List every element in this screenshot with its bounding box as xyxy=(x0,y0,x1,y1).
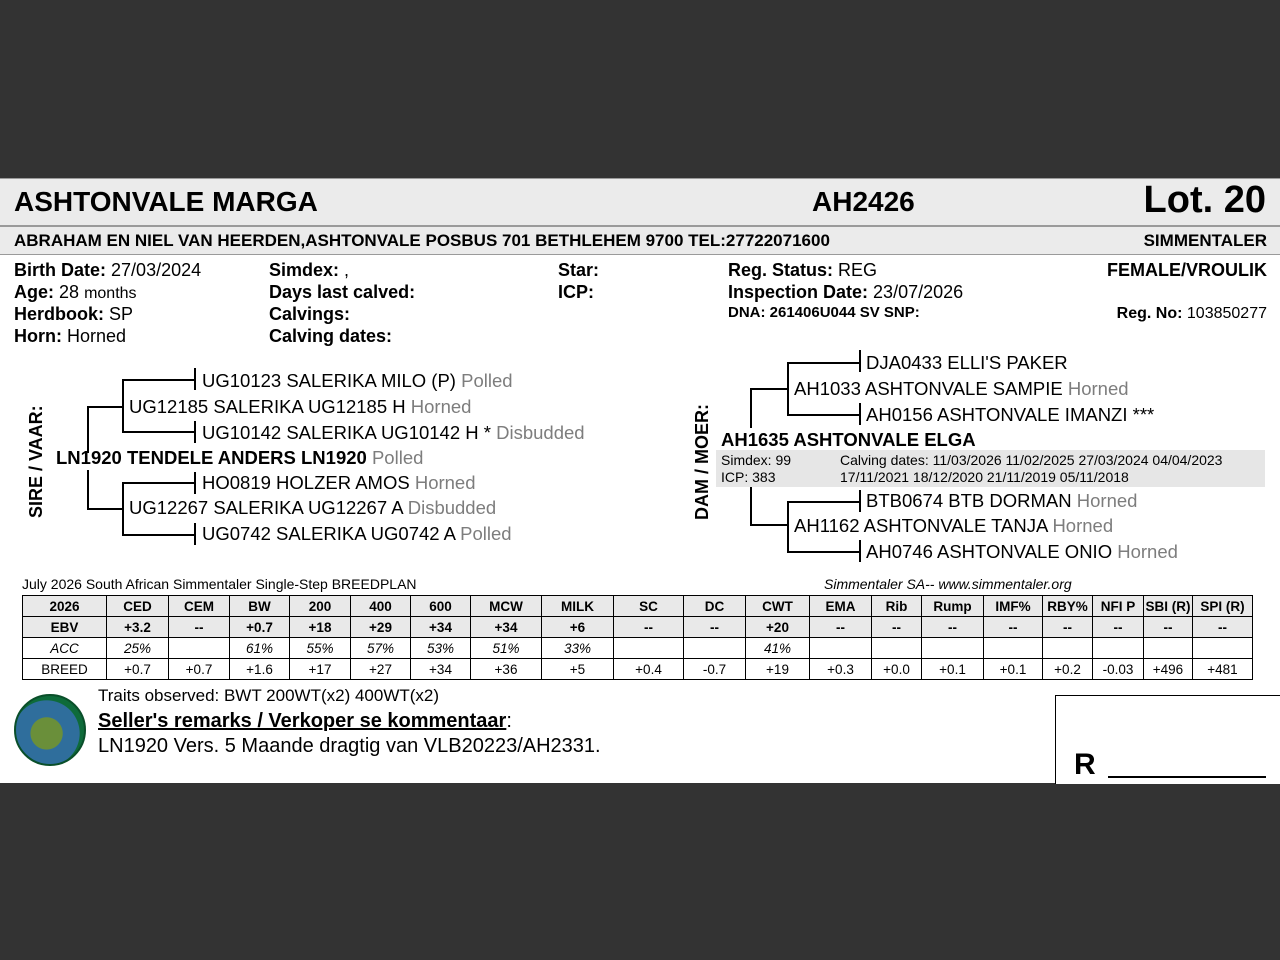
sire-side-label: SIRE / VAAR: xyxy=(26,405,46,518)
breedplan-cell: +34 xyxy=(471,617,542,638)
breedplan-col-header: NFI P xyxy=(1093,596,1144,617)
pedigree-line xyxy=(194,523,196,545)
breedplan-col-header: 600 xyxy=(411,596,471,617)
breedplan-col-header: SC xyxy=(614,596,684,617)
breedplan-cell: +34 xyxy=(411,659,471,680)
owner-line: ABRAHAM EN NIEL VAN HEERDEN,ASHTONVALE POSBUS 701 BETHLEHEM 9700 TEL:27722071600 xyxy=(14,231,830,250)
breedplan-col-header: CEM xyxy=(169,596,230,617)
dam-calving-dates: Calving dates: 11/03/2026 11/02/2025 27/03/2024 04/04/2023 xyxy=(840,452,1223,468)
breedplan-col-header: MCW xyxy=(471,596,542,617)
breedplan-cell: +18 xyxy=(290,617,351,638)
pedigree-line xyxy=(87,508,122,510)
reg-status: Reg. Status: REG xyxy=(728,260,878,280)
breedplan-cell: -- xyxy=(169,617,230,638)
breedplan-cell xyxy=(169,638,230,659)
breedplan-cell: 33% xyxy=(542,638,614,659)
pedigree-line xyxy=(787,551,859,553)
pedigree-line xyxy=(750,524,787,526)
breedplan-title: July 2026 South African Simmentaler Single-Step BREEDPLAN xyxy=(22,576,417,592)
breedplan-cell: -- xyxy=(1043,617,1093,638)
pedigree-line xyxy=(787,501,859,503)
dam-sire-sire: DJA0433 ELLI'S PAKER xyxy=(866,352,1068,373)
lot-card xyxy=(0,178,1280,783)
breedplan-cell xyxy=(684,638,746,659)
breedplan-cell: +0.0 xyxy=(872,659,922,680)
breedplan-cell: +481 xyxy=(1193,659,1253,680)
breed-name: SIMMENTALER xyxy=(1143,231,1267,250)
breedplan-cell: +0.3 xyxy=(810,659,872,680)
breedplan-cell: +34 xyxy=(411,617,471,638)
breedplan-source: Simmentaler SA-- www.simmentaler.org xyxy=(824,576,1072,592)
reg-no: Reg. No: 103850277 xyxy=(1116,305,1267,322)
breedplan-cell xyxy=(1193,638,1253,659)
breedplan-cell: -- xyxy=(614,617,684,638)
sire-dam: UG12267 SALERIKA UG12267 A Disbudded xyxy=(129,497,497,518)
breedplan-cell: 53% xyxy=(411,638,471,659)
breedplan-acc-row xyxy=(23,638,1253,659)
breedplan-cell xyxy=(1043,638,1093,659)
simmentaler-logo xyxy=(14,694,86,766)
remarks-text: LN1920 Vers. 5 Maande dragtig van VLB20223/AH2331. xyxy=(98,735,601,757)
breedplan-cell: +0.7 xyxy=(169,659,230,680)
pedigree-line xyxy=(787,414,859,416)
breedplan-col-header: RBY% xyxy=(1043,596,1093,617)
pedigree-line xyxy=(122,406,124,431)
breedplan-cell: +496 xyxy=(1144,659,1193,680)
breedplan-cell: +6 xyxy=(542,617,614,638)
pedigree-line xyxy=(122,534,194,536)
breedplan-cell: -- xyxy=(810,617,872,638)
icp: ICP: xyxy=(558,282,594,302)
inspection-date: Inspection Date: 23/07/2026 xyxy=(728,282,964,302)
breedplan-cell xyxy=(810,638,872,659)
breedplan-cell: +0.1 xyxy=(984,659,1043,680)
breedplan-cell xyxy=(1093,638,1144,659)
breedplan-cell: 25% xyxy=(107,638,169,659)
horn: Horn: Horned xyxy=(14,326,127,346)
breedplan-col-header: 2026 xyxy=(23,596,107,617)
breedplan-col-header: CWT xyxy=(746,596,810,617)
sex: FEMALE/VROULIK xyxy=(1107,260,1267,280)
breedplan-col-header: SBI (R) xyxy=(1144,596,1193,617)
breedplan-cell: -0.7 xyxy=(684,659,746,680)
pedigree-line xyxy=(859,540,861,562)
pedigree-line xyxy=(194,368,196,390)
breedplan-cell: 61% xyxy=(230,638,290,659)
breedplan-cell: +0.1 xyxy=(922,659,984,680)
pedigree-line xyxy=(122,379,124,406)
pedigree-line xyxy=(194,472,196,494)
dam-icp: ICP: 383 xyxy=(721,469,776,485)
pedigree-line xyxy=(750,388,752,428)
breedplan-col-header: SPI (R) xyxy=(1193,596,1253,617)
breedplan-cell: +19 xyxy=(746,659,810,680)
breedplan-cell: EBV xyxy=(23,617,107,638)
breedplan-cell xyxy=(614,638,684,659)
pedigree-line xyxy=(87,470,89,508)
pedigree-line xyxy=(787,501,789,551)
breedplan-cell: +0.7 xyxy=(230,617,290,638)
dam-sire: AH1033 ASHTONVALE SAMPIE Horned xyxy=(794,378,1129,399)
breedplan-col-header: CED xyxy=(107,596,169,617)
breedplan-cell: +29 xyxy=(351,617,411,638)
breedplan-cell: -- xyxy=(1093,617,1144,638)
simdex: Simdex: , xyxy=(269,260,350,280)
breedplan-cell: +1.6 xyxy=(230,659,290,680)
breedplan-cell: +27 xyxy=(351,659,411,680)
dam-simdex: Simdex: 99 xyxy=(721,452,792,468)
breedplan-cell: 55% xyxy=(290,638,351,659)
breedplan-cell: +20 xyxy=(746,617,810,638)
sire-sire-dam: UG10142 SALERIKA UG10142 H * Disbudded xyxy=(202,422,585,443)
lot-number: Lot. 20 xyxy=(1143,179,1266,221)
breedplan-col-header: 200 xyxy=(290,596,351,617)
sire-sire: UG12185 SALERIKA UG12185 H Horned xyxy=(129,396,472,417)
pedigree-line xyxy=(787,362,789,414)
breedplan-cell xyxy=(984,638,1043,659)
breedplan-breed-row xyxy=(23,659,1253,680)
dam-dam: AH1162 ASHTONVALE TANJA Horned xyxy=(794,515,1114,536)
reserve-line xyxy=(1108,776,1266,778)
pedigree-line xyxy=(859,403,861,425)
breedplan-cell xyxy=(1144,638,1193,659)
breedplan-cell: -- xyxy=(684,617,746,638)
breedplan-cell: -- xyxy=(984,617,1043,638)
dam: AH1635 ASHTONVALE ELGA xyxy=(721,429,976,450)
breedplan-cell: +5 xyxy=(542,659,614,680)
pedigree-line xyxy=(787,362,859,364)
breedplan-col-header: EMA xyxy=(810,596,872,617)
breedplan-header-row xyxy=(23,596,1253,617)
breedplan-cell xyxy=(922,638,984,659)
remarks-heading: Seller's remarks / Verkoper se kommentaar: xyxy=(98,710,512,732)
breedplan-cell: +0.7 xyxy=(107,659,169,680)
traits-observed: Traits observed: BWT 200WT(x2) 400WT(x2) xyxy=(98,686,440,705)
dna: DNA: 261406U044 SV SNP: xyxy=(728,304,920,321)
breedplan-cell: 51% xyxy=(471,638,542,659)
calving-dates: Calving dates: xyxy=(269,326,393,346)
sire-dam-sire: HO0819 HOLZER AMOS Horned xyxy=(202,472,476,493)
breedplan-ebv-row xyxy=(23,617,1253,638)
pedigree-line xyxy=(87,406,89,453)
age: Age: 28 months xyxy=(14,282,137,302)
star: Star: xyxy=(558,260,600,280)
breedplan-col-header: Rib xyxy=(872,596,922,617)
pedigree-line xyxy=(122,482,194,484)
breedplan-cell xyxy=(872,638,922,659)
breedplan-cell: +0.2 xyxy=(1043,659,1093,680)
breedplan-col-header: IMF% xyxy=(984,596,1043,617)
calvings: Calvings: xyxy=(269,304,351,324)
breedplan-table xyxy=(22,595,1253,680)
breedplan-cell: -- xyxy=(922,617,984,638)
pedigree-line xyxy=(122,431,194,433)
breedplan-cell: +36 xyxy=(471,659,542,680)
breedplan-cell: +3.2 xyxy=(107,617,169,638)
dam-dam-dam: AH0746 ASHTONVALE ONIO Horned xyxy=(866,541,1178,562)
sire: LN1920 TENDELE ANDERS LN1920 Polled xyxy=(56,447,424,468)
pedigree-line xyxy=(750,486,752,524)
herdbook: Herdbook: SP xyxy=(14,304,134,324)
breedplan-col-header: Rump xyxy=(922,596,984,617)
dam-calving-dates-2: 17/11/2021 18/12/2020 21/11/2019 05/11/2018 xyxy=(840,469,1129,485)
pedigree-line xyxy=(122,482,124,534)
breedplan-col-header: BW xyxy=(230,596,290,617)
breedplan-cell: 57% xyxy=(351,638,411,659)
reserve-label: R xyxy=(1074,748,1096,781)
dam-dam-sire: BTB0674 BTB DORMAN Horned xyxy=(866,490,1138,511)
breedplan-col-header: DC xyxy=(684,596,746,617)
animal-name: ASHTONVALE MARGA xyxy=(14,186,318,217)
pedigree-line xyxy=(122,379,194,381)
sire-dam-dam: UG0742 SALERIKA UG0742 A Polled xyxy=(202,523,512,544)
breedplan-cell: -- xyxy=(1144,617,1193,638)
dam-side-label: DAM / MOER: xyxy=(692,404,712,520)
breedplan-cell: 41% xyxy=(746,638,810,659)
days-last-calved: Days last calved: xyxy=(269,282,416,302)
pedigree-line xyxy=(859,350,861,372)
dam-sire-dam: AH0156 ASHTONVALE IMANZI *** xyxy=(866,404,1155,425)
animal-id: AH2426 xyxy=(812,186,915,217)
pedigree-line xyxy=(859,490,861,512)
breedplan-col-header: 400 xyxy=(351,596,411,617)
pedigree-line xyxy=(750,388,787,390)
breedplan-cell: -- xyxy=(1193,617,1253,638)
pedigree-line xyxy=(87,406,122,408)
birth-date: Birth Date: 27/03/2024 xyxy=(14,260,202,280)
pedigree-line xyxy=(194,421,196,443)
breedplan-col-header: MILK xyxy=(542,596,614,617)
breedplan-cell: -- xyxy=(872,617,922,638)
breedplan-cell: ACC xyxy=(23,638,107,659)
breedplan-cell: BREED xyxy=(23,659,107,680)
breedplan-cell: -0.03 xyxy=(1093,659,1144,680)
sire-sire-sire: UG10123 SALERIKA MILO (P) Polled xyxy=(202,370,513,391)
breedplan-cell: +17 xyxy=(290,659,351,680)
breedplan-cell: +0.4 xyxy=(614,659,684,680)
